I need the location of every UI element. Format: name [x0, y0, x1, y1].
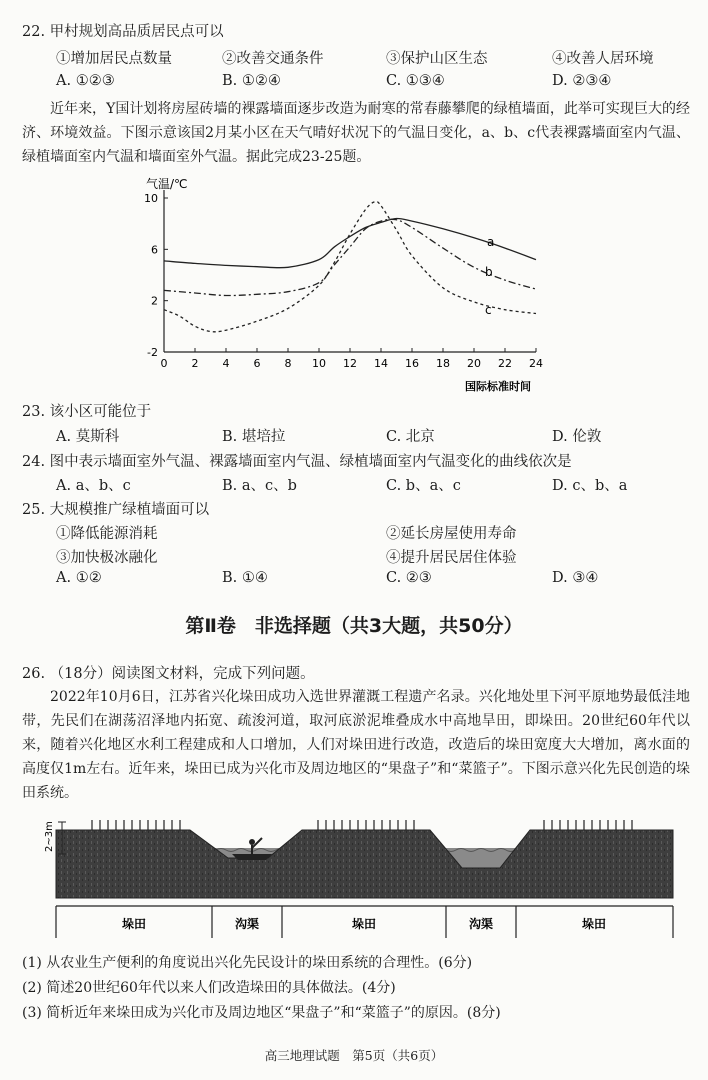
q25-option-c: C. ②③ — [386, 570, 432, 586]
x-tick-label: 18 — [436, 357, 450, 370]
x-tick-label: 6 — [253, 357, 261, 370]
x-tick-label: 14 — [374, 357, 388, 370]
q26-sub-1: (1) 从农业生产便利的角度说出兴化先民设计的垛田系统的合理性。(6分) — [22, 955, 473, 971]
x-tick-label: 2 — [191, 357, 199, 370]
q24-option-b: B. a、c、b — [222, 478, 297, 494]
chart-axes — [164, 190, 536, 352]
q23-option-d: D. 伦敦 — [552, 429, 602, 445]
q24-option-d: D. c、b、a — [552, 478, 628, 494]
x-tick-label: 4 — [222, 357, 230, 370]
label-ditch-1: 沟渠 — [234, 917, 260, 931]
temperature-chart — [0, 170, 708, 400]
q24-option-c: C. b、a、c — [386, 478, 461, 494]
q26-sub-2: (2) 简述20世纪60年代以来人们改造垛田的具体做法。(4分) — [22, 980, 396, 996]
q22-item-1: ①增加居民点数量 — [56, 51, 172, 67]
q23-stem: 23. 该小区可能位于 — [22, 404, 152, 420]
series-line-b — [164, 219, 536, 295]
series-line-a — [164, 218, 536, 267]
q25-item-2: ②延长房屋使用寿命 — [386, 526, 517, 542]
q22-item-4: ④改善人居环境 — [552, 51, 654, 67]
crops — [92, 820, 632, 830]
x-tick-label: 24 — [529, 357, 543, 370]
q24-option-a: A. a、b、c — [56, 478, 131, 494]
q26-stem: 26. （18分）阅读图文材料，完成下列问题。 — [22, 666, 315, 682]
q25-item-3: ③加快极冰融化 — [56, 550, 158, 566]
q26-sub-3: (3) 简析近年来垛田成为兴化市及周边地区“果盘子”和“菜篮子”的原因。(8分) — [22, 1005, 501, 1021]
height-label: 2~3m — [44, 821, 55, 852]
series-label-c: c — [485, 303, 492, 317]
q26-material: 2022年10月6日，江苏省兴化垛田成功入选世界灌溉工程遗产名录。兴化地处里下河平原地势最低洼地带，先民们在湖荡沼泽地内拓宽、疏浚河道，取河底淤泥堆叠成水中高地旱田，即垛田。20世纪60年代以来，随着兴化地区水利工程建成和人口增加，人们对垛田进行改造，改造后的垛田宽度大大增加，离水面的高度仅1m左右。近年来，垛田已成为兴化市及周边地区的“果盘子”和“菜篮子”。下图示意兴化先民创造的垛田系统。 — [22, 689, 690, 801]
q22-item-3: ③保护山区生态 — [386, 51, 488, 67]
series-line-c — [164, 201, 536, 331]
q23-option-c: C. 北京 — [386, 429, 435, 445]
duotian-terrain — [56, 830, 673, 898]
y-tick-label: 10 — [144, 192, 158, 205]
x-tick-label: 10 — [312, 357, 326, 370]
duotian-diagram — [0, 810, 708, 950]
q22-option-c: C. ①③④ — [386, 73, 445, 89]
x-tick-label: 8 — [284, 357, 292, 370]
series-label-b: b — [485, 265, 493, 279]
y-tick-label: 6 — [151, 243, 158, 257]
x-tick-label: 20 — [467, 357, 481, 370]
intro-23-25: 近年来，Y国计划将房屋砖墙的裸露墙面逐步改造为耐寒的常春藤攀爬的绿植墙面，此举可实现巨大的经济、环境效益。下图示意该国2月某小区在天气晴好状况下的气温日变化，a、b、c代表裸露墙面室内气温、绿植墙面室内气温和墙面室外气温。据此完成23-25题。 — [22, 101, 690, 165]
x-tick-label: 12 — [343, 357, 357, 370]
q25-option-b: B. ①④ — [222, 570, 268, 586]
series-lines — [164, 201, 536, 331]
y-tick-label: -2 — [147, 346, 158, 359]
q25-item-4: ④提升居民居住体验 — [386, 550, 517, 566]
x-axis-title: 国际标准时间 — [465, 380, 531, 393]
q22-option-b: B. ①②④ — [222, 73, 281, 89]
section-2-title: 第Ⅱ卷 非选择题（共3大题，共50分） — [185, 615, 523, 637]
label-duotian-1: 垛田 — [121, 917, 147, 931]
q23-option-a: A. 莫斯科 — [56, 429, 120, 445]
y-axis-title: 气温/℃ — [146, 177, 188, 191]
label-duotian-2: 垛田 — [351, 917, 377, 931]
q22-option-d: D. ②③④ — [552, 73, 612, 89]
q25-stem: 25. 大规模推广绿植墙面可以 — [22, 502, 210, 518]
q25-option-a: A. ①② — [56, 570, 102, 586]
q24-stem: 24. 图中表示墙面室外气温、裸露墙面室内气温、绿植墙面室内气温变化的曲线依次是 — [22, 454, 572, 470]
q25-item-1: ①降低能源消耗 — [56, 526, 158, 542]
x-tick-label: 16 — [405, 357, 419, 370]
x-tick-label: 22 — [498, 357, 512, 370]
x-tick-labels — [161, 348, 544, 370]
q22-stem: 22. 甲村规划高品质居民点可以 — [22, 24, 224, 40]
y-tick-label: 2 — [151, 294, 158, 308]
x-tick-label: 0 — [160, 357, 168, 370]
q22-option-a: A. ①②③ — [56, 73, 115, 89]
q22-item-2: ②改善交通条件 — [222, 51, 324, 67]
page-footer: 高三地理试题 第5页（共6页） — [264, 1048, 444, 1063]
series-label-a: a — [487, 235, 495, 249]
q25-option-d: D. ③④ — [552, 570, 599, 586]
q23-option-b: B. 堪培拉 — [222, 429, 286, 445]
label-ditch-2: 沟渠 — [468, 917, 494, 931]
label-duotian-3: 垛田 — [581, 917, 607, 931]
